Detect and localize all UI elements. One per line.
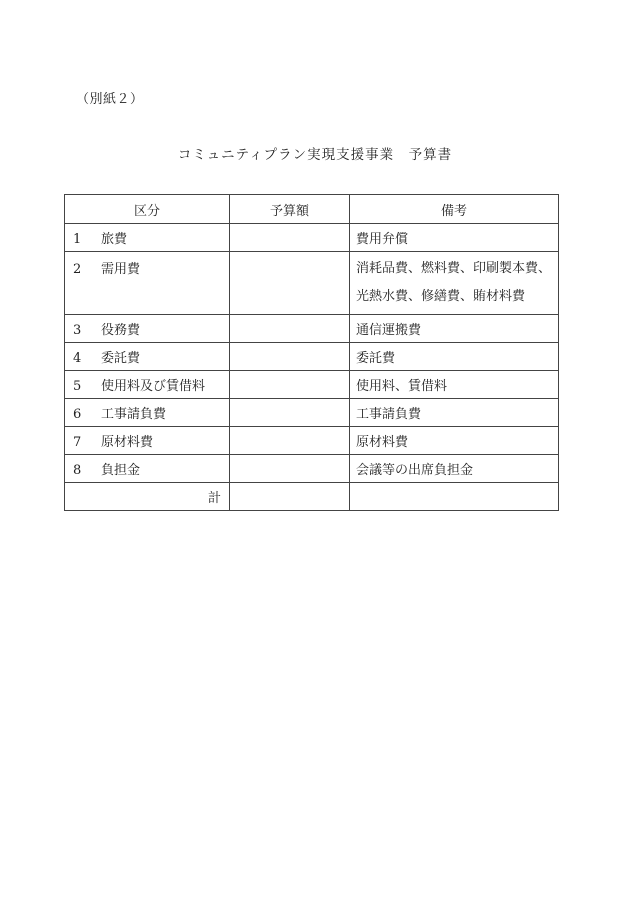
category-cell bbox=[65, 455, 230, 483]
category-cell bbox=[65, 224, 230, 252]
table-header-row bbox=[65, 195, 559, 224]
category-number: 4 bbox=[73, 351, 82, 366]
amount-cell bbox=[230, 371, 350, 399]
category-cell bbox=[65, 315, 230, 343]
remarks-cell: 費用弁償 bbox=[350, 224, 559, 252]
category-name: 旅費 bbox=[101, 232, 128, 247]
remarks-cell: 通信運搬費 bbox=[350, 315, 559, 343]
category-number: 8 bbox=[73, 463, 82, 478]
amount-cell bbox=[230, 399, 350, 427]
amount-cell bbox=[230, 252, 350, 315]
table-row bbox=[65, 371, 559, 399]
table-row bbox=[65, 427, 559, 455]
table-row bbox=[65, 315, 559, 343]
remarks-cell: 原材料費 bbox=[350, 427, 559, 455]
category-number: 7 bbox=[73, 435, 82, 450]
category-name: 負担金 bbox=[101, 463, 141, 478]
remarks-cell bbox=[350, 252, 559, 315]
total-label: 計 bbox=[65, 483, 230, 511]
category-name: 委託費 bbox=[101, 351, 141, 366]
remarks-cell: 委託費 bbox=[350, 343, 559, 371]
remarks-cell: 使用料、賃借料 bbox=[350, 371, 559, 399]
category-name: 原材料費 bbox=[101, 435, 154, 450]
table-row bbox=[65, 455, 559, 483]
category-cell bbox=[65, 427, 230, 455]
page-title: コミュニティプラン実現支援事業 予算書 bbox=[177, 147, 453, 163]
category-name: 使用料及び賃借料 bbox=[101, 379, 206, 394]
amount-cell bbox=[230, 455, 350, 483]
category-cell bbox=[65, 343, 230, 371]
amount-cell bbox=[230, 343, 350, 371]
category-number: 2 bbox=[73, 262, 82, 277]
total-row bbox=[65, 483, 559, 511]
amount-cell bbox=[230, 224, 350, 252]
table-row bbox=[65, 343, 559, 371]
category-number: 1 bbox=[73, 232, 82, 247]
table-row bbox=[65, 224, 559, 252]
category-cell bbox=[65, 371, 230, 399]
header-remarks: 備考 bbox=[350, 195, 559, 224]
header-amount: 予算額 bbox=[230, 195, 350, 224]
category-cell bbox=[65, 252, 230, 315]
category-name: 役務費 bbox=[101, 323, 141, 338]
category-cell bbox=[65, 399, 230, 427]
category-number: 3 bbox=[73, 323, 82, 338]
remarks-line: 消耗品費、燃料費、印刷製本費、 bbox=[356, 261, 552, 276]
category-number: 5 bbox=[73, 379, 82, 394]
amount-cell bbox=[230, 315, 350, 343]
remarks-cell: 会議等の出席負担金 bbox=[350, 455, 559, 483]
amount-cell bbox=[230, 427, 350, 455]
category-name: 需用費 bbox=[101, 262, 141, 277]
table-row bbox=[65, 252, 559, 315]
header-category: 区分 bbox=[65, 195, 230, 224]
attachment-label: （別紙２） bbox=[76, 92, 144, 107]
total-amount-cell bbox=[230, 483, 350, 511]
budget-table bbox=[64, 194, 559, 511]
category-number: 6 bbox=[73, 407, 82, 422]
total-remarks-cell bbox=[350, 483, 559, 511]
remarks-cell: 工事請負費 bbox=[350, 399, 559, 427]
remarks-line: 光熱水費、修繕費、賄材料費 bbox=[356, 289, 526, 304]
category-name: 工事請負費 bbox=[101, 407, 167, 422]
table-row bbox=[65, 399, 559, 427]
